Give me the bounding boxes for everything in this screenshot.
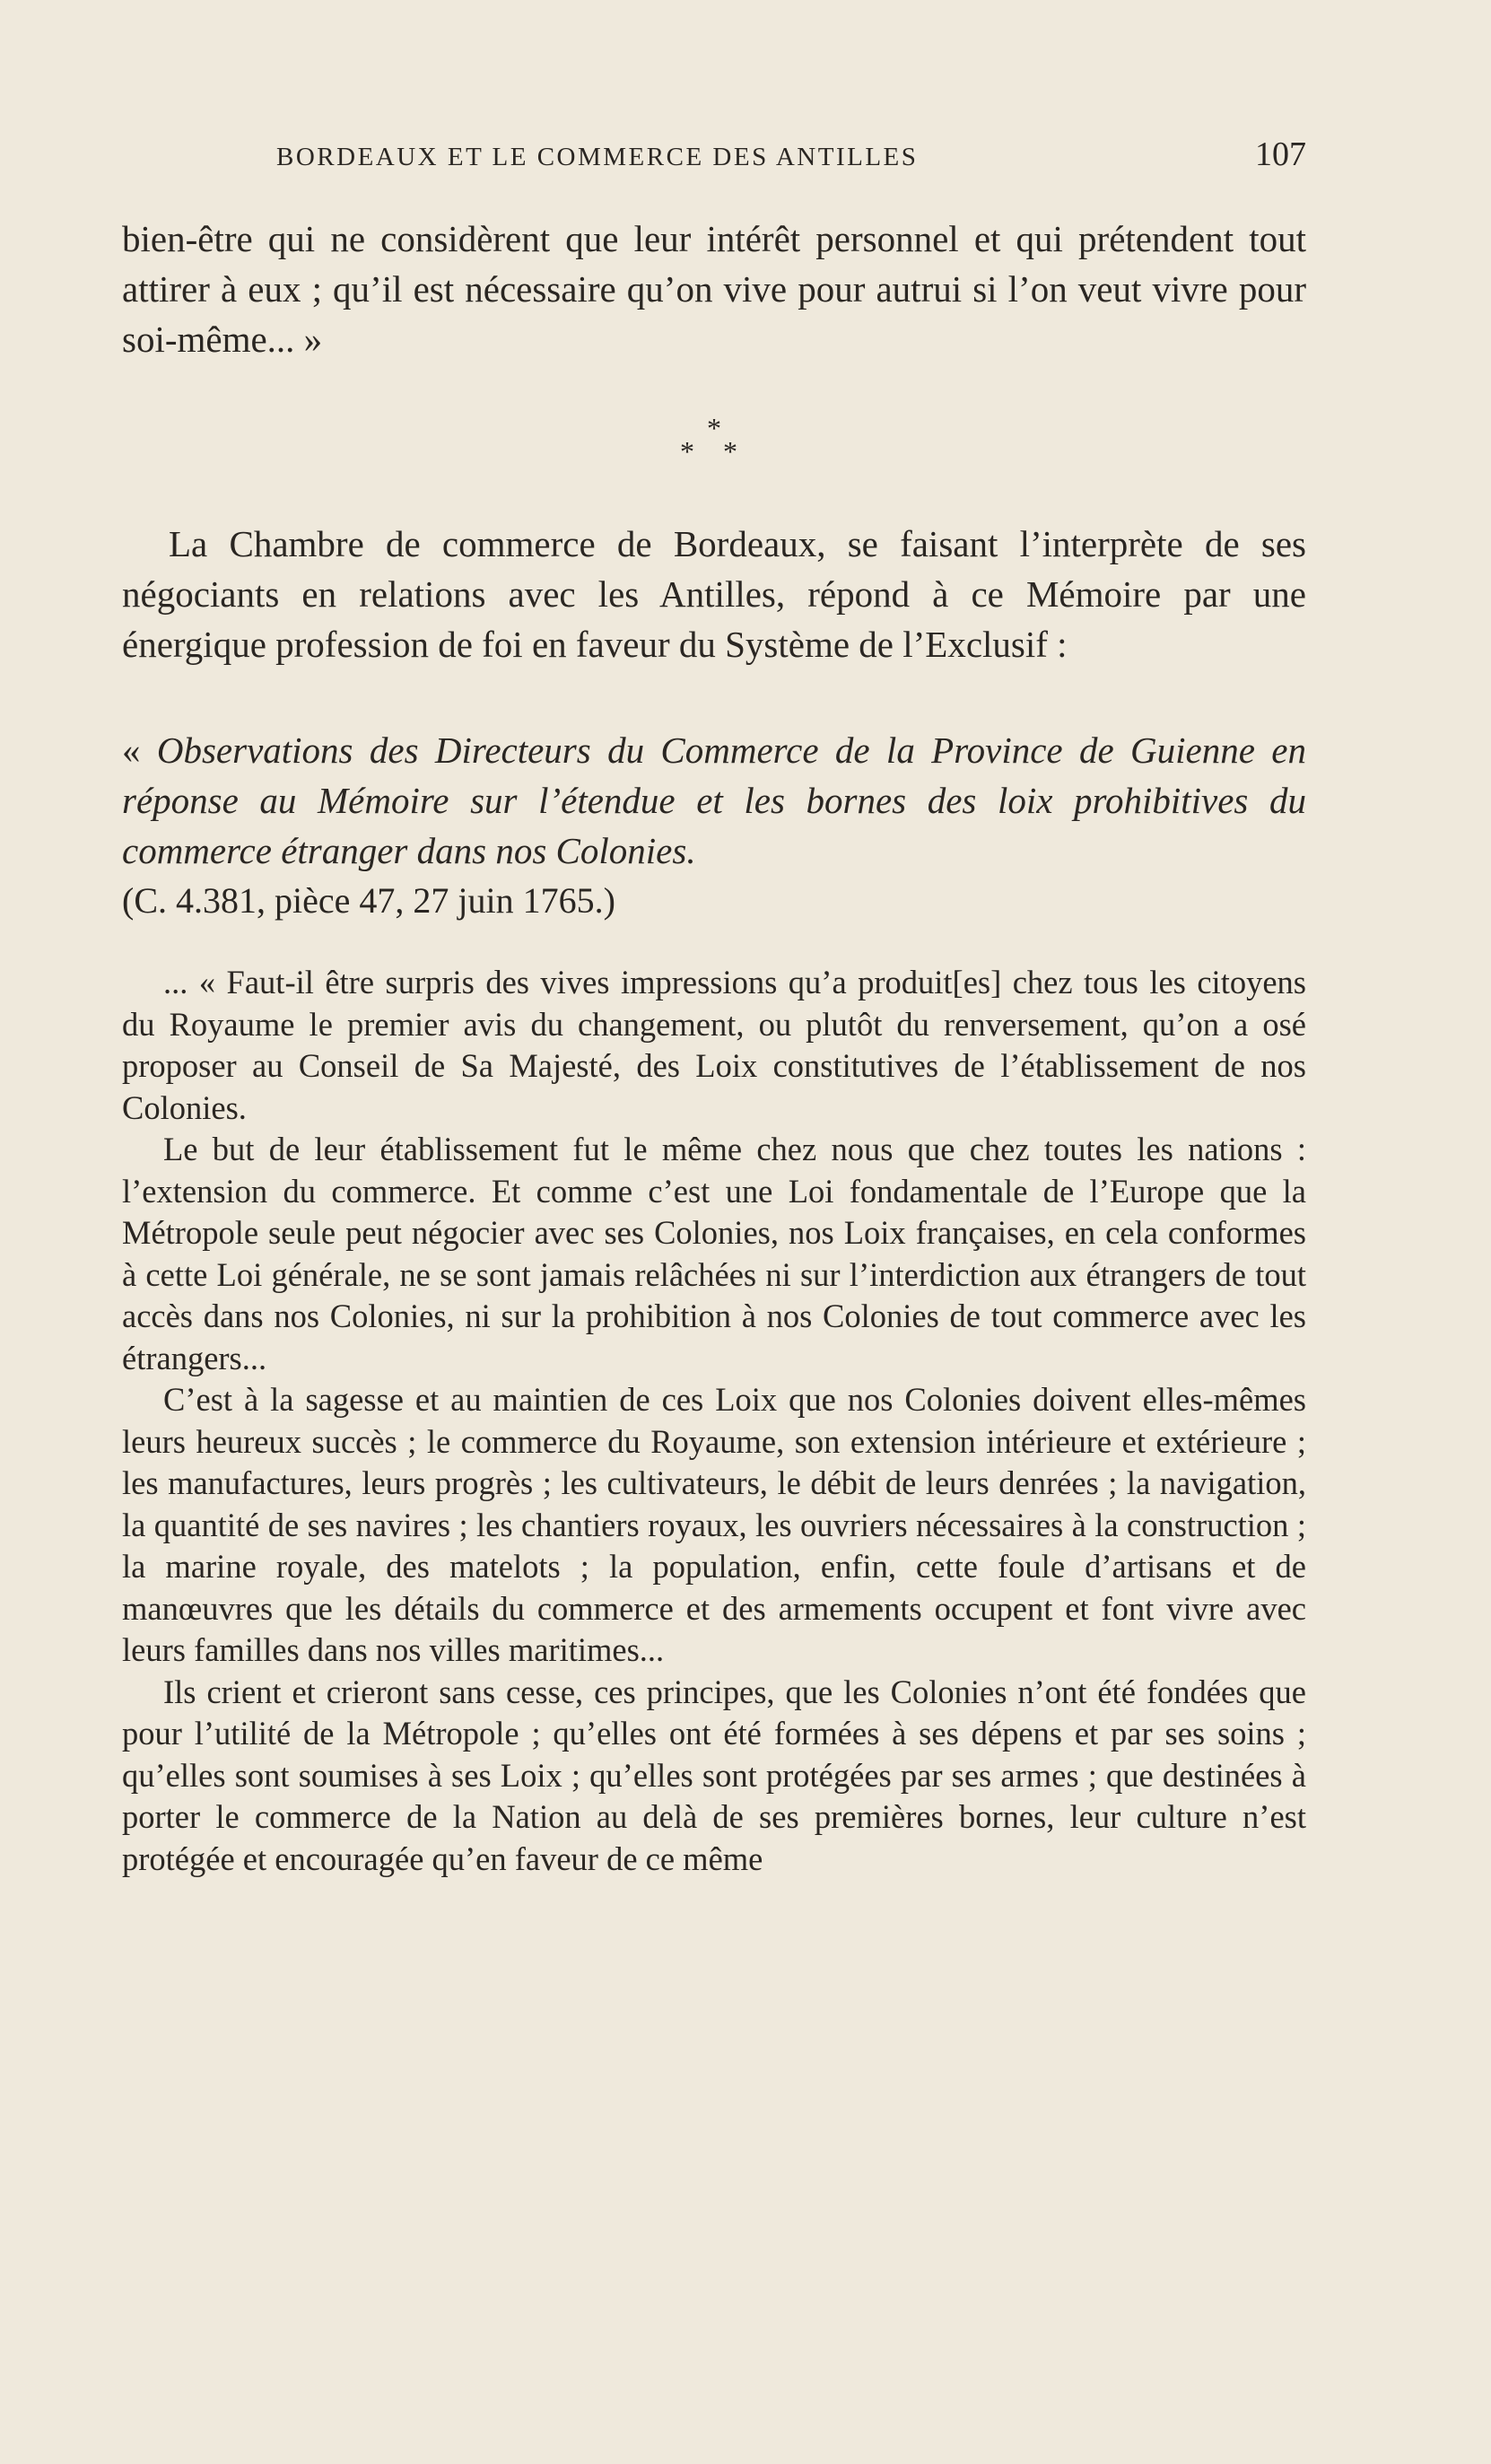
page-number: 107 xyxy=(1255,135,1306,173)
asterism-divider xyxy=(122,412,1306,467)
asterism-bottom: * * xyxy=(680,435,748,467)
paragraph-chambre-de-commerce: La Chambre de commerce de Bordeaux, se faisant l’interprète de ses négociants en relations avec les Antilles, répond à ce Mémoire par une énergique profession de foi en faveur du Système de l’Exclusif : xyxy=(122,523,1306,665)
document-title-italic: Observations des Directeurs du Commerce de la Province de Guienne en réponse au Mémoire sur l’étendue et les bornes des loix prohibitives du commerce étranger dans nos Colonies. xyxy=(122,730,1306,871)
source-reference: (C. 4.381, pièce 47, 27 juin 1765.) xyxy=(122,880,615,921)
quote-paragraph: C’est à la sagesse et au maintien de ces Loix que nos Colonies doivent elles-mêmes leurs heureux succès ; le commerce du Royaume, son extension intérieure et extérieure ; les manufactures, leurs progrès ; les cultivateurs, le débit de leurs denrées ; la navigation, la quantité de ses navires ; les chantiers royaux, les ouvriers nécessaires à la construction ; la marine royale, des matelots ; la population, enfin, cette foule d’artisans et de manœuvres que les détails du commerce et des armements occupent et font vivre avec leurs familles dans nos villes maritimes... xyxy=(122,1381,1306,1668)
quote-paragraph: ... « Faut-il être surpris des vives impressions qu’a produit[es] chez tous les citoyens du Royaume le premier avis du changement, ou plutôt du renversement, qu’on a osé proposer au Conseil de Sa Majesté, des Loix constitutives de l’établissement de nos Colonies. xyxy=(122,964,1306,1126)
running-title: BORDEAUX ET LE COMMERCE DES ANTILLES xyxy=(276,143,919,171)
title-open-quote: « xyxy=(122,730,157,771)
quote-paragraph: Ils crient et crieront sans cesse, ces principes, que les Colonies n’ont été fondées que pour l’utilité de la Métropole ; qu’elles ont été formées à ses dépens et par ses soins ; qu’elles sont soumises à ses Loix ; qu’elles sont protégées par ses armes ; que destinées à porter le commerce de la Nation au delà de ses premières bornes, leur culture n’est protégée et encouragée qu’en faveur de ce même xyxy=(122,1673,1306,1877)
book-page xyxy=(122,135,1306,1880)
running-head xyxy=(122,135,1306,188)
quoted-text xyxy=(122,962,1306,1880)
quote-paragraph: Le but de leur établissement fut le même chez nous que chez toutes les nations : l’extension du commerce. Et comme c’est une Loi fondamentale de l’Europe que la Métropole seule peut négocier avec ses Colonies, nos Loix françaises, en cela conformes à cette Loi générale, ne se sont jamais relâchées ni sur l’interdiction aux étrangers de tout accès dans nos Colonies, ni sur la prohibition à nos Colonies de tout commerce avec les étrangers... xyxy=(122,1131,1306,1376)
asterism-top: * xyxy=(707,412,721,444)
document-title xyxy=(122,725,1306,876)
paragraph-continuation: bien-être qui ne considèrent que leur intérêt personnel et qui prétendent tout attirer à eux ; qu’il est nécessaire qu’on vive pour autrui si l’on veut vivre pour soi-même... » xyxy=(122,218,1306,360)
